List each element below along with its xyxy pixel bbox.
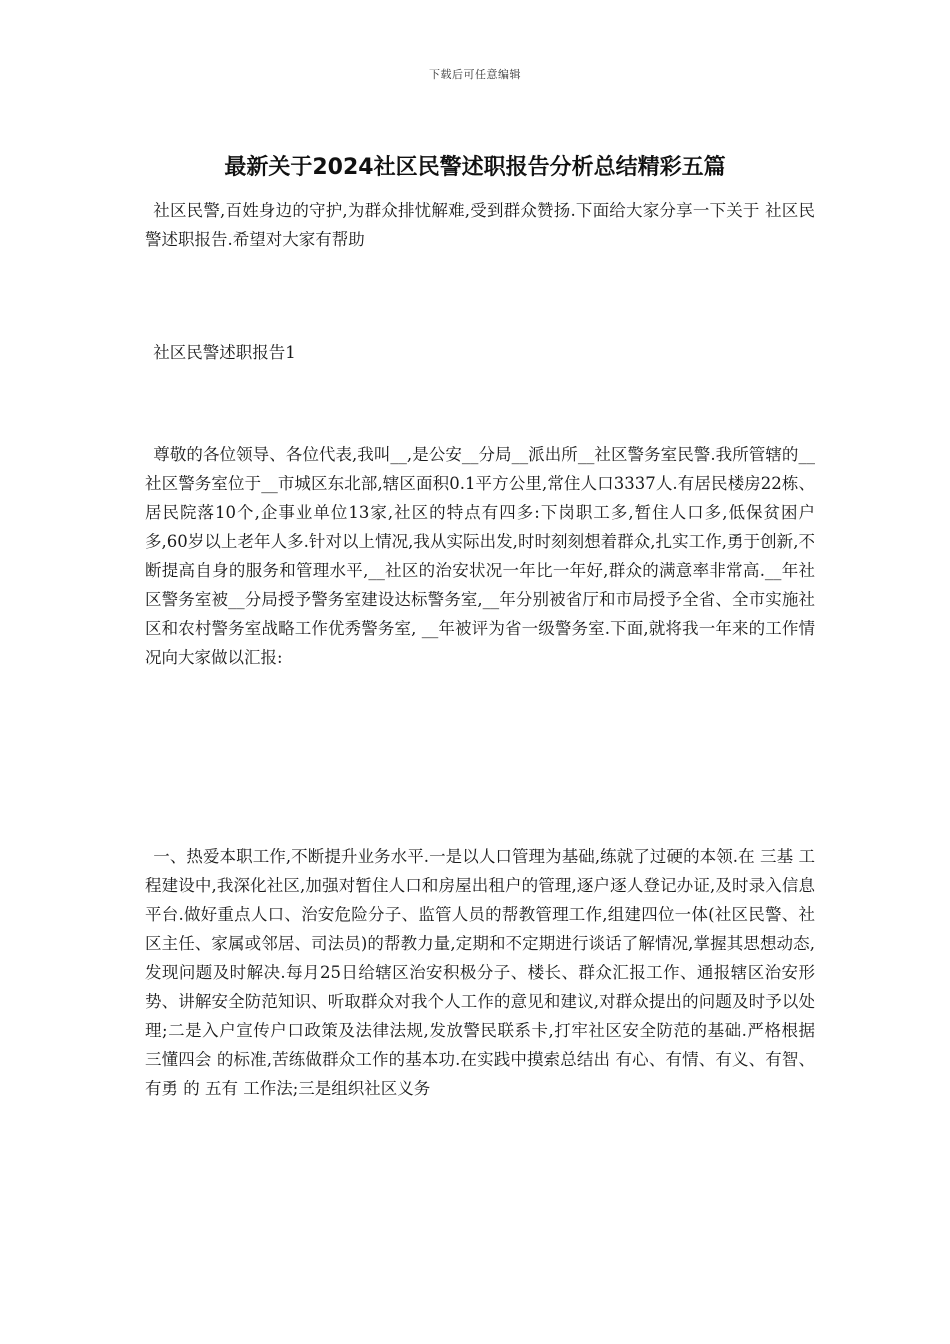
body-paragraph: 尊敬的各位领导、各位代表,我叫__,是公安__分局__派出所__社区警务室民警.我所管辖的__社区警务室位于__市城区东北部,辖区面积0.1平方公里,常住人口3337人.有居民楼房22栋、居民院落10个,企事业单位13家,社区的特点有四多:下岗职工多,暂住人口多,低保贫困户多,60岁以上老年人多.针对以上情况,我从实际出发,时时刻刻想着群众,扎实工作,勇于创新,不断提高自身的服务和管理水平,__社区的治安状况一年比一年好,群众的满意率非常高.__年社区警务室被__分局授予警务室建设达标警务室,__年分别被省厅和市局授予全省、全市实施社区和农村警务室战略工作优秀警务室, __年被评为省一级警务室.下面,就将我一年来的工作情况向大家做以汇报: (145, 445, 815, 667)
document-title: 最新关于2024社区民警述职报告分析总结精彩五篇 (224, 155, 726, 180)
header-note: 下载后可任意编辑 (429, 68, 521, 81)
body-paragraph: 一、热爱本职工作,不断提升业务水平.一是以人口管理为基础,练就了过硬的本领.在 三基 工程建设中,我深化社区,加强对暂住人口和房屋出租户的管理,逐户逐人登记办证,及时录入信息平台.做好重点人口、治安危险分子、监管人员的帮教管理工作,组建四位一体(社区民警、社区主任、家属或邻居、司法员)的帮教力量,定期和不定期进行谈话了解情况,掌握其思想动态,发现问题及时解决.每月25日给辖区治安积极分子、楼长、群众汇报工作、通报辖区治安形势、讲解安全防范知识、听取群众对我个人工作的意见和建议,对群众提出的问题及时予以处理;二是入户宣传户口政策及法律法规,发放警民联系卡,打牢社区安全防范的基础.严格根据 三懂四会 的标准,苦练做群众工作的基本功.在实践中摸索总结出 有心、有情、有义、有智、有勇 的 五有 工作法;三是组织社区义务 (145, 847, 815, 1098)
intro-paragraph: 社区民警,百姓身边的守护,为群众排忧解难,受到群众赞扬.下面给大家分享一下关于 社区民警述职报告.希望对大家有帮助 (145, 201, 815, 249)
section-heading: 社区民警述职报告1 (153, 343, 296, 362)
